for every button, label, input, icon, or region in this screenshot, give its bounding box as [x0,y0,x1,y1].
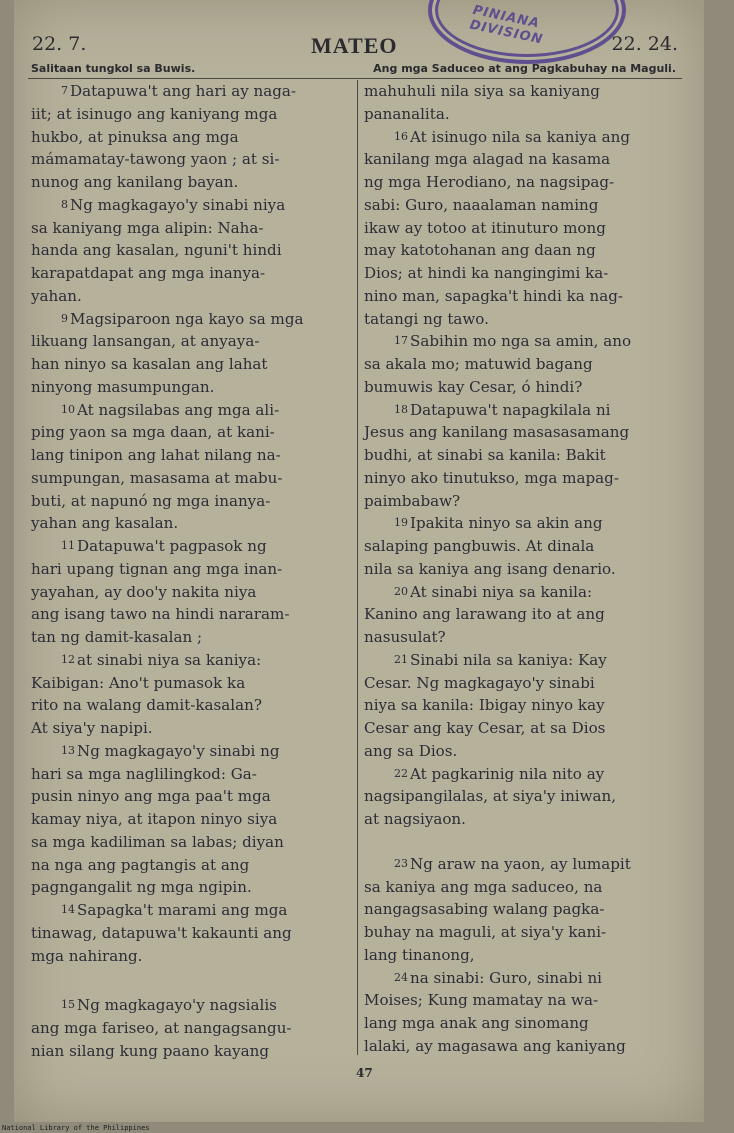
text-line [364,876,690,899]
text-line [364,148,690,171]
text-line [364,217,690,240]
verse-text: nagsipangilalas, at siya'y iniwan, [364,787,617,806]
verse-text: likuang lansangan, at anyaya- [31,332,260,351]
verse-number: 17 [394,334,408,348]
verse-paragraph [31,194,367,308]
text-line [364,785,690,808]
text-line [31,262,367,285]
verse-text: pananalita. [364,104,450,123]
text-line [364,126,690,149]
verse-paragraph [364,763,690,831]
verse-paragraph [364,512,690,580]
verse-paragraph [364,581,690,649]
verse-text: ang sa Dios. [364,741,458,760]
verse-text: ang mga fariseo, at nangagsangu- [31,1019,292,1037]
verse-paragraph [364,649,690,763]
verse-text: buti, at napunó ng mga inanya- [31,491,271,510]
verse-paragraph [364,967,690,1058]
text-line [31,876,367,899]
text-line [364,285,690,308]
library-stamp [428,0,626,64]
text-line [31,444,367,467]
verse-text: karapatdapat ang mga inanya- [31,264,266,282]
verse-text: pusin ninyo ang mga paa't mga [31,787,271,806]
text-line [364,603,690,626]
text-line [364,1035,690,1058]
text-line [364,194,690,217]
text-line [31,1017,367,1040]
text-line [364,558,690,581]
verse-text: ninyong masumpungan. [31,377,215,396]
text-line [364,989,690,1012]
verse-text: at nagsiyaon. [364,810,466,828]
text-line [364,421,690,444]
text-line [364,512,690,535]
verse-paragraph [31,399,367,536]
text-line [364,376,690,399]
verse-text: hari upang tignan ang mga inan- [31,559,283,578]
verse-text: Sabihin mo nga sa amin, ano [410,332,632,351]
book-page [14,0,704,1122]
text-line [31,148,367,171]
text-line [31,899,367,922]
verse-text: mga nahirang. [31,946,143,965]
text-line [31,126,367,149]
text-line [364,330,690,353]
verse-paragraph [31,899,367,967]
verse-number: 24 [394,970,408,984]
text-line [31,922,367,945]
text-line [364,898,690,921]
section-gap [364,831,690,853]
verse-text: At nagsilabas ang mga ali- [77,400,280,419]
verse-paragraph [364,399,690,513]
verse-paragraph [31,308,367,399]
text-line [31,194,367,217]
text-line [31,217,367,240]
verse-text: tatangi ng tawo. [364,309,489,328]
verse-text: ang isang tawo na hindi nararam- [31,605,290,624]
verse-number: 21 [394,652,408,666]
text-line [31,80,367,103]
verse-text: At isinugo nila sa kaniya ang [410,127,631,146]
text-line [364,535,690,558]
text-line [364,103,690,126]
text-line [31,467,367,490]
verse-text: na nga ang pagtangis at ang [31,855,250,874]
verse-number: 10 [61,402,75,416]
verse-paragraph [364,330,690,398]
verse-text: tinawag, datapuwa't kakaunti ang [31,923,292,942]
verse-number: 19 [394,516,408,530]
text-line [31,330,367,353]
text-line [31,763,367,786]
text-line [364,262,690,285]
text-line [364,921,690,944]
header-rule [28,78,682,79]
verse-number: 16 [394,129,408,143]
verse-text: kanilang mga alagad na kasama [364,150,611,169]
verse-text: Datapuwa't pagpasok ng [77,537,267,555]
verse-text: Cesar. Ng magkagayo'y sinabi [364,673,595,692]
verse-paragraph [364,853,690,967]
text-line [364,353,690,376]
library-credit: National Library of the Philippines [2,1124,150,1132]
verse-text: buhay na maguli, at siya'y kani- [364,923,607,941]
verse-text: Kanino ang larawang ito at ang [364,605,605,624]
verse-text: Sinabi nila sa kaniya: Kay [410,650,607,669]
text-line [31,285,367,308]
verse-text: Jesus ang kanilang masasasamang [364,423,630,442]
page-number: 47 [356,1066,373,1080]
text-line [364,490,690,513]
section-gap [31,967,367,994]
verse-text: tan ng damit-kasalan ; [31,628,203,646]
text-line [364,444,690,467]
verse-text: yahan. [31,286,82,305]
verse-text: At pagkarinig nila nito ay [410,764,605,783]
verse-text: Ng magkagayo'y sinabi niya [70,195,286,214]
text-line [364,399,690,422]
text-line [364,694,690,717]
verse-number: 11 [61,539,75,552]
verse-number: 20 [394,584,408,598]
verse-text: han ninyo sa kasalan ang lahat [31,355,268,373]
text-line [31,626,367,649]
left-section-heading: Salitaan tungkol sa Buwis. [31,62,196,75]
verse-text: At sinabi niya sa kanila: [410,582,593,601]
verse-text: sa kaniya ang mga saduceo, na [364,877,603,896]
text-line [31,717,367,740]
verse-text: nangagsasabing walang pagka- [364,900,605,919]
text-line [31,353,367,376]
verse-paragraph [31,80,367,194]
verse-text: Datapuwa't ang hari ay naga- [70,82,297,100]
verse-text: budhi, at sinabi sa kanila: Bakit [364,446,606,464]
verse-paragraph [364,126,690,331]
verse-paragraph [364,80,690,126]
left-column [31,80,367,1063]
text-line [364,967,690,990]
verse-text: ninyo ako tinutukso, mga mapag- [364,468,619,487]
verse-text: yahan ang kasalan. [31,514,179,533]
text-line [364,171,690,194]
verse-number: 22 [394,766,408,780]
text-line [364,308,690,331]
verse-text: ikaw ay totoo at itinuturo mong [364,218,606,237]
verse-text: ng mga Herodiano, na nagsipag- [364,173,615,191]
verse-text: bumuwis kay Cesar, ó hindi? [364,377,583,396]
text-line [364,853,690,876]
verse-text: hari sa mga naglilingkod: Ga- [31,764,257,783]
verse-number: 9 [61,311,68,325]
verse-number: 7 [61,84,68,97]
verse-text: Kaibigan: Ano't pumasok ka [31,673,246,692]
text-line [31,103,367,126]
text-line [31,376,367,399]
text-line [364,808,690,831]
text-line [31,994,367,1017]
text-line [31,308,367,331]
verse-number: 12 [61,652,75,666]
text-line [31,1040,367,1063]
text-line [31,535,367,558]
text-line [31,740,367,763]
stamp-text: PINIANA DIVISION [468,2,545,48]
text-line [31,831,367,854]
verse-text: Ng magkagayo'y nagsialis [77,996,277,1015]
text-line [31,558,367,581]
verse-text: handa ang kasalan, nguni't hindi [31,241,282,260]
verse-text: Magsiparoon nga kayo sa mga [70,309,304,328]
verse-text: mahuhuli nila siya sa kaniyang [364,82,600,100]
text-line [31,581,367,604]
verse-paragraph [31,649,367,740]
book-title: MATEO [311,33,398,58]
text-line [364,581,690,604]
text-line [31,490,367,513]
header-left-reference: 22. 7. [32,33,87,55]
verse-paragraph [31,535,367,649]
verse-number: 8 [61,197,68,211]
verse-number: 15 [61,998,75,1012]
verse-text: nino man, sapagka't hindi ka nag- [364,286,623,305]
verse-text: na sinabi: Guro, sinabi ni [410,968,602,987]
verse-number: 14 [61,903,75,916]
text-line [31,171,367,194]
text-line [31,854,367,877]
text-line [364,740,690,763]
text-line [31,945,367,968]
verse-text: nila sa kaniya ang isang denario. [364,559,616,578]
text-line [364,626,690,649]
verse-text: Moises; Kung mamatay na wa- [364,991,599,1010]
text-line [31,603,367,626]
verse-number: 23 [394,856,408,870]
verse-number: 18 [394,402,408,416]
verse-text: paimbabaw? [364,491,461,510]
verse-text: At siya'y napipi. [31,719,153,737]
text-line [364,944,690,967]
verse-text: lang mga anak ang sinomang [364,1014,589,1032]
text-line [364,717,690,740]
verse-text: nasusulat? [364,628,446,646]
verse-text: lang tinanong, [364,945,475,964]
verse-text: sa akala mo; matuwid bagang [364,355,593,373]
verse-paragraph [31,740,367,899]
column-divider [357,80,358,1055]
text-line [31,649,367,672]
verse-text: nunog ang kanilang bayan. [31,173,239,191]
verse-text: Cesar ang kay Cesar, at sa Dios [364,719,606,737]
text-line [364,763,690,786]
text-line [364,1012,690,1035]
header-right-reference: 22. 24. [611,33,678,55]
verse-text: mámamatay-tawong yaon ; at si- [31,150,280,169]
verse-text: niya sa kanila: Ibigay ninyo kay [364,696,605,715]
text-line [364,467,690,490]
verse-text: may katotohanan ang daan ng [364,241,596,260]
text-line [364,239,690,262]
right-column [364,80,690,1058]
verse-text: hukbo, at pinuksa ang mga [31,127,239,146]
verse-text: Ng araw na yaon, ay lumapit [410,854,631,873]
verse-text: pagngangalit ng mga ngipin. [31,878,252,897]
verse-text: sa mga kadiliman sa labas; diyan [31,832,284,851]
text-line [364,80,690,103]
verse-text: Ipakita ninyo sa akin ang [410,514,603,533]
verse-text: nian silang kung paano kayang [31,1041,270,1060]
verse-text: sabi: Guro, naaalaman naming [364,195,599,214]
text-line [364,672,690,695]
text-line [31,239,367,262]
verse-text: ping yaon sa mga daan, at kani- [31,423,275,442]
verse-number: 13 [61,743,75,757]
verse-text: yayahan, ay doo'y nakita niya [31,582,257,601]
verse-paragraph [31,994,367,1062]
text-line [31,785,367,808]
text-line [364,649,690,672]
verse-text: lalaki, ay magasawa ang kaniyang [364,1036,626,1055]
verse-text: kamay niya, at itapon ninyo siya [31,810,278,828]
text-line [31,672,367,695]
verse-text: at sinabi niya sa kaniya: [77,650,262,669]
text-line [31,421,367,444]
verse-text: Ng magkagayo'y sinabi ng [77,741,280,760]
text-line [31,694,367,717]
verse-text: rito na walang damit-kasalan? [31,696,262,715]
verse-text: Datapuwa't napagkilala ni [410,400,611,419]
text-line [31,512,367,535]
verse-text: lang tinipon ang lahat nilang na- [31,446,281,464]
verse-text: sa kaniyang mga alipin: Naha- [31,218,264,237]
text-line [31,399,367,422]
verse-text: sumpungan, masasama at mabu- [31,468,283,487]
verse-text: Sapagka't marami ang mga [77,901,288,919]
verse-text: iit; at isinugo ang kaniyang mga [31,104,278,123]
right-section-heading: Ang mga Saduceo at ang Pagkabuhay na Maguli. [373,62,676,75]
verse-text: Dios; at hindi ka nangingimi ka- [364,264,609,282]
text-line [31,808,367,831]
verse-text: salaping pangbuwis. At dinala [364,537,595,555]
